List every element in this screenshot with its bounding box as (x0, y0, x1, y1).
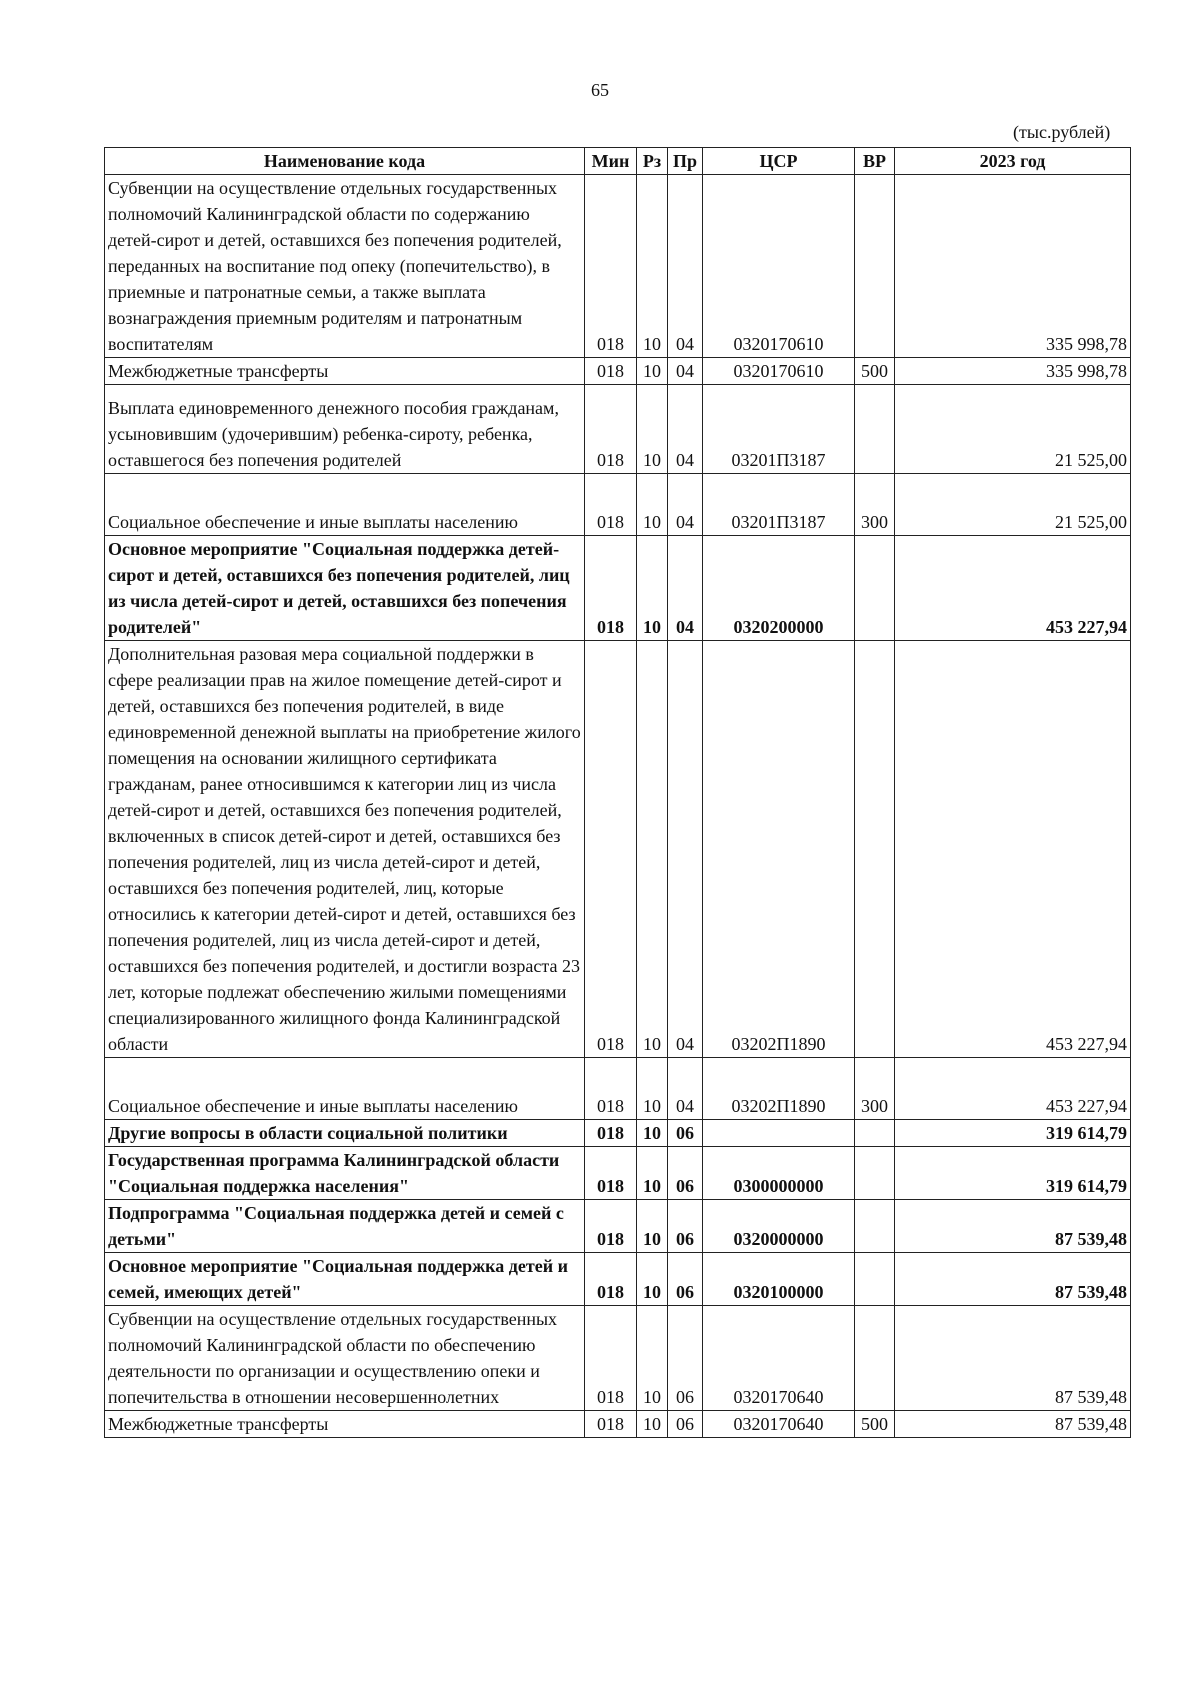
cell-pr: 04 (668, 536, 703, 641)
header-pr: Пр (668, 148, 703, 175)
cell-min: 018 (585, 1411, 637, 1438)
cell-min: 018 (585, 385, 637, 474)
cell-csr: 03202П1890 (703, 1058, 855, 1120)
cell-csr (703, 1120, 855, 1147)
table-row (105, 1411, 1131, 1438)
cell-name: Межбюджетные трансферты (105, 1411, 585, 1438)
cell-vr (855, 385, 895, 474)
cell-csr: 0320170610 (703, 358, 855, 385)
cell-amount: 87 539,48 (895, 1253, 1131, 1306)
cell-csr: 0320200000 (703, 536, 855, 641)
cell-rz: 10 (637, 385, 668, 474)
cell-vr: 300 (855, 474, 895, 536)
table-row (105, 1058, 1131, 1120)
cell-pr: 06 (668, 1411, 703, 1438)
cell-min: 018 (585, 641, 637, 1058)
cell-pr: 06 (668, 1147, 703, 1200)
cell-min: 018 (585, 1253, 637, 1306)
cell-name: Субвенции на осуществление отдельных государственных полномочий Калининградской области по обеспечению деятельности по организации и осуществлению опеки и попечительства в отношении несовершеннолетних (105, 1306, 585, 1411)
cell-vr: 300 (855, 1058, 895, 1120)
cell-vr (855, 1253, 895, 1306)
cell-pr: 04 (668, 385, 703, 474)
cell-amount: 87 539,48 (895, 1306, 1131, 1411)
cell-name: Основное мероприятие "Социальная поддержка детей и семей, имеющих детей" (105, 1253, 585, 1306)
cell-min: 018 (585, 1200, 637, 1253)
table-row (105, 474, 1131, 536)
cell-pr: 04 (668, 474, 703, 536)
table-row (105, 1253, 1131, 1306)
cell-min: 018 (585, 1058, 637, 1120)
cell-pr: 04 (668, 641, 703, 1058)
cell-rz: 10 (637, 175, 668, 358)
cell-rz: 10 (637, 474, 668, 536)
cell-min: 018 (585, 474, 637, 536)
budget-table (104, 147, 1131, 1438)
table-row (105, 641, 1131, 1058)
cell-name: Подпрограмма "Социальная поддержка детей и семей с детьми" (105, 1200, 585, 1253)
table-row (105, 358, 1131, 385)
table-row (105, 1120, 1131, 1147)
cell-pr: 06 (668, 1200, 703, 1253)
cell-vr (855, 1147, 895, 1200)
cell-amount: 87 539,48 (895, 1200, 1131, 1253)
cell-csr: 0320170640 (703, 1411, 855, 1438)
cell-vr: 500 (855, 1411, 895, 1438)
cell-name: Межбюджетные трансферты (105, 358, 585, 385)
cell-amount: 453 227,94 (895, 536, 1131, 641)
cell-amount: 319 614,79 (895, 1147, 1131, 1200)
cell-vr (855, 641, 895, 1058)
cell-amount: 319 614,79 (895, 1120, 1131, 1147)
cell-rz: 10 (637, 358, 668, 385)
cell-csr: 0320100000 (703, 1253, 855, 1306)
cell-vr (855, 1120, 895, 1147)
cell-amount: 21 525,00 (895, 474, 1131, 536)
cell-name: Выплата единовременного денежного пособия гражданам, усыновившим (удочерившим) ребенка-сироту, ребенка, оставшегося без попечения родителей (105, 385, 585, 474)
table-row (105, 385, 1131, 474)
cell-min: 018 (585, 1120, 637, 1147)
cell-csr: 0320170610 (703, 175, 855, 358)
cell-rz: 10 (637, 536, 668, 641)
cell-rz: 10 (637, 641, 668, 1058)
cell-min: 018 (585, 1306, 637, 1411)
cell-csr: 0320000000 (703, 1200, 855, 1253)
table-row (105, 175, 1131, 358)
table-row (105, 1200, 1131, 1253)
cell-amount: 453 227,94 (895, 1058, 1131, 1120)
cell-csr: 0300000000 (703, 1147, 855, 1200)
cell-rz: 10 (637, 1306, 668, 1411)
cell-name: Другие вопросы в области социальной политики (105, 1120, 585, 1147)
header-rz: Рз (637, 148, 668, 175)
cell-amount: 335 998,78 (895, 358, 1131, 385)
cell-amount: 453 227,94 (895, 641, 1131, 1058)
cell-csr: 03201П3187 (703, 385, 855, 474)
page-number: 65 (591, 80, 609, 100)
header-name: Наименование кода (105, 148, 585, 175)
header-min: Мин (585, 148, 637, 175)
cell-rz: 10 (637, 1147, 668, 1200)
cell-name: Основное мероприятие "Социальная поддержка детей-сирот и детей, оставшихся без попечения родителей, лиц из числа детей-сирот и детей, оставшихся без попечения родителей" (105, 536, 585, 641)
cell-rz: 10 (637, 1120, 668, 1147)
header-vr: ВР (855, 148, 895, 175)
cell-min: 018 (585, 358, 637, 385)
cell-pr: 06 (668, 1120, 703, 1147)
cell-name: Социальное обеспечение и иные выплаты населению (105, 474, 585, 536)
cell-rz: 10 (637, 1411, 668, 1438)
cell-name: Социальное обеспечение и иные выплаты населению (105, 1058, 585, 1120)
cell-vr (855, 1200, 895, 1253)
cell-pr: 06 (668, 1253, 703, 1306)
table-row (105, 536, 1131, 641)
units-label: (тыс.рублей) (1013, 122, 1111, 142)
cell-csr: 0320170640 (703, 1306, 855, 1411)
cell-name: Дополнительная разовая мера социальной поддержки в сфере реализации прав на жилое помещение детей-сирот и детей, оставшихся без попечения родителей, в виде единовременной денежной выплаты на приобретение жилого помещения на основании жилищного сертификата гражданам, ранее относившимся к категории лиц из числа детей-сирот и детей, оставшихся без попечения родителей, включенных в список детей-сирот и детей, оставшихся без попечения родителей, лиц из числа детей-сирот и детей, оставшихся без попечения родителей, лиц, которые относились к категории детей-сирот и детей, оставшихся без попечения родителей, лиц из числа детей-сирот и детей, оставшихся без попечения родителей, и достигли возраста 23 лет, которые подлежат обеспечению жилыми помещениями специализированного жилищного фонда Калининградской области (105, 641, 585, 1058)
cell-amount: 335 998,78 (895, 175, 1131, 358)
cell-min: 018 (585, 175, 637, 358)
cell-rz: 10 (637, 1058, 668, 1120)
cell-pr: 06 (668, 1306, 703, 1411)
cell-name: Государственная программа Калининградской области "Социальная поддержка населения" (105, 1147, 585, 1200)
header-csr: ЦСР (703, 148, 855, 175)
cell-rz: 10 (637, 1253, 668, 1306)
cell-pr: 04 (668, 1058, 703, 1120)
cell-vr (855, 175, 895, 358)
table-row (105, 1306, 1131, 1411)
cell-pr: 04 (668, 175, 703, 358)
cell-amount: 21 525,00 (895, 385, 1131, 474)
cell-name: Субвенции на осуществление отдельных государственных полномочий Калининградской области по содержанию детей-сирот и детей, оставшихся без попечения родителей, переданных на воспитание под опеку (попечительство), в приемные и патронатные семьи, а также выплата вознаграждения приемным родителям и патронатным воспитателям (105, 175, 585, 358)
cell-csr: 03201П3187 (703, 474, 855, 536)
cell-min: 018 (585, 1147, 637, 1200)
header-year: 2023 год (895, 148, 1131, 175)
cell-amount: 87 539,48 (895, 1411, 1131, 1438)
table-header-row (105, 148, 1131, 175)
table-row (105, 1147, 1131, 1200)
cell-min: 018 (585, 536, 637, 641)
cell-vr (855, 1306, 895, 1411)
cell-csr: 03202П1890 (703, 641, 855, 1058)
cell-vr: 500 (855, 358, 895, 385)
cell-pr: 04 (668, 358, 703, 385)
cell-vr (855, 536, 895, 641)
cell-rz: 10 (637, 1200, 668, 1253)
